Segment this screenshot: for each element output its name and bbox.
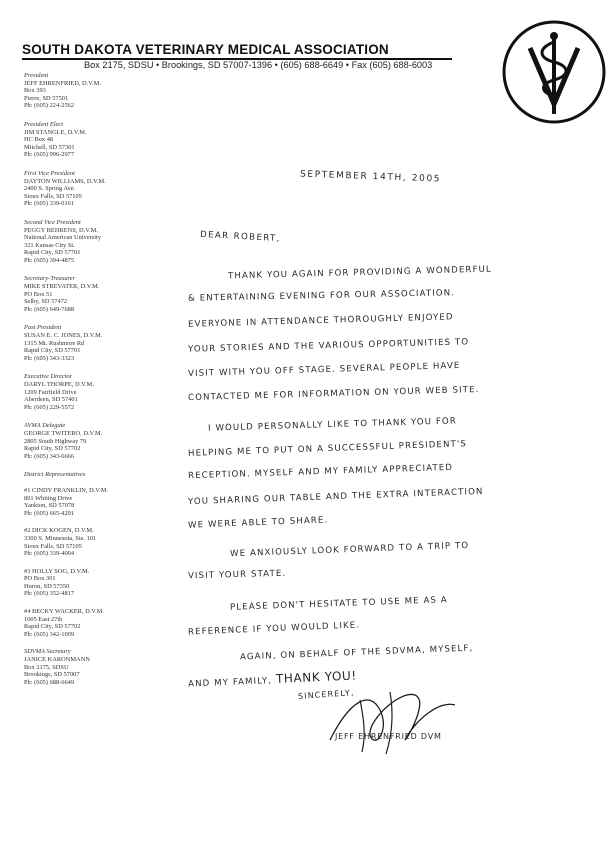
letter-body-line: VISIT WITH YOU OFF STAGE. SEVERAL PEOPLE HAVE bbox=[187, 360, 461, 380]
letter-body-line: RECEPTION. MYSELF AND MY FAMILY APPRECIATED bbox=[187, 462, 454, 482]
letter-date: SEPTEMBER 14TH, 2005 bbox=[299, 169, 442, 185]
officer-line: 1209 Fairfield Drive bbox=[24, 388, 77, 396]
officer-line: DAYTON WILLIAMS, D.V.M. bbox=[24, 177, 106, 185]
letter-body-line: YOUR STORIES AND THE VARIOUS OPPORTUNITIES TO bbox=[187, 337, 470, 355]
rep-line: 1005 East 27th bbox=[24, 615, 63, 623]
rep-line: Huron, SD 57350 bbox=[24, 582, 70, 590]
rep-line: Ph: (605) 665-4291 bbox=[24, 509, 75, 517]
letter-body-line: VISIT YOUR STATE. bbox=[187, 568, 287, 582]
staff-line: Brookings, SD 57007 bbox=[24, 671, 80, 679]
rep-entry bbox=[24, 487, 164, 517]
officer-entry bbox=[24, 72, 164, 110]
officer-line: Ph: (605) 343-3323 bbox=[24, 354, 75, 362]
officer-line: JEFF EHRENFRIED, D.V.M. bbox=[24, 79, 101, 87]
officer-line: Ph: (605) 224-2562 bbox=[24, 102, 75, 110]
letter-body-line: I WOULD PERSONALLY LIKE TO THANK YOU FOR bbox=[207, 416, 458, 434]
officer-line: Ph: (605) 343-6666 bbox=[24, 452, 75, 460]
officer-line: JIM STANGLE, D.V.M. bbox=[24, 128, 87, 136]
rep-line: Ph: (605) 342-1009 bbox=[24, 630, 75, 638]
letter-body-line: HELPING ME TO PUT ON A SUCCESSFUL PRESIDENT'S bbox=[187, 439, 468, 459]
officer-line: PEGGY BEHRENS, D.V.M. bbox=[24, 226, 98, 234]
rep-line: 801 Whiting Drive bbox=[24, 494, 73, 502]
officer-line: PO Box 51 bbox=[24, 290, 53, 298]
letter-body-line: THANK YOU AGAIN FOR PROVIDING A WONDERFUL bbox=[227, 264, 493, 282]
letter-body-line: AGAIN, ON BEHALF OF THE SDVMA, MYSELF, bbox=[239, 643, 474, 663]
rep-line: #4 BECKY WACKER, D.V.M. bbox=[24, 608, 104, 616]
officer-role: Secretary-Treasurer bbox=[24, 275, 76, 283]
officer-role: Executive Director bbox=[24, 373, 73, 381]
officer-line: SUSAN E. C. JONES, D.V.M. bbox=[24, 332, 103, 340]
letter-body-line: EVERYONE IN ATTENDANCE THOROUGHLY ENJOYED bbox=[187, 312, 454, 330]
handwritten-signature-icon bbox=[320, 680, 470, 760]
staff-line: Ph: (605) 688-6649 bbox=[24, 678, 75, 686]
rep-line: #1 CINDY FRANKLIN, D.V.M. bbox=[24, 486, 108, 494]
officer-roster bbox=[24, 72, 164, 697]
officer-line: National American University bbox=[24, 234, 102, 242]
rep-line: 3300 S. Minnesota, Ste. 101 bbox=[24, 534, 97, 542]
staff-entry bbox=[24, 648, 164, 686]
staff-role: SDVMA Secretary bbox=[24, 648, 71, 656]
officer-role: First Vice President bbox=[24, 169, 75, 177]
officer-role: President Elect bbox=[24, 120, 63, 128]
officer-line: Selby, SD 57472 bbox=[24, 298, 68, 306]
officer-line: Ph: (605) 649-7688 bbox=[24, 305, 75, 313]
officer-entry bbox=[24, 324, 164, 362]
officer-entry bbox=[24, 170, 164, 208]
org-address-line: Box 2175, SDSU • Brookings, SD 57007-1396 • (605) 688-6649 • Fax (605) 688-6003 bbox=[84, 60, 433, 70]
letter-body-line: & ENTERTAINING EVENING FOR OUR ASSOCIATION. bbox=[187, 288, 456, 304]
officer-line: Ph: (605) 996-2977 bbox=[24, 151, 75, 159]
officer-line: Aberdeen, SD 57401 bbox=[24, 396, 78, 404]
letter-body-line: CONTACTED ME FOR INFORMATION ON YOUR WEB SITE. bbox=[187, 384, 480, 404]
officer-entry bbox=[24, 373, 164, 411]
officer-line: HC Box 48 bbox=[24, 136, 54, 144]
officer-entry bbox=[24, 121, 164, 159]
rep-entry bbox=[24, 527, 164, 557]
officer-line: 2805 South Highway 79 bbox=[24, 437, 87, 445]
org-name: SOUTH DAKOTA VETERINARY MEDICAL ASSOCIATION bbox=[22, 42, 389, 57]
officer-entry bbox=[24, 275, 164, 313]
rep-line: Yankton, SD 57078 bbox=[24, 502, 75, 510]
officer-entry bbox=[24, 219, 164, 265]
officer-line: Pierre, SD 57501 bbox=[24, 94, 69, 102]
officer-line: Box 393 bbox=[24, 87, 46, 95]
officer-line: DARYL THORPE, D.V.M. bbox=[24, 381, 94, 388]
officer-line: Ph: (605) 394-4875 bbox=[24, 256, 75, 264]
officer-role: Past President bbox=[24, 324, 62, 332]
rep-entry bbox=[24, 568, 164, 598]
letter-body-line: WE ANXIOUSLY LOOK FORWARD TO A TRIP TO bbox=[229, 540, 470, 560]
officer-line: 2400 S. Spring Ave. bbox=[24, 185, 76, 193]
letter-body-line: REFERENCE IF YOU WOULD LIKE. bbox=[187, 620, 361, 638]
staff-line: JANICE KARONMANN bbox=[24, 656, 90, 664]
rep-entry bbox=[24, 608, 164, 638]
rep-line: Rapid City, SD 57702 bbox=[24, 623, 81, 631]
rep-line: #3 HOLLY SOG, D.V.M. bbox=[24, 567, 90, 575]
letter-body-line: YOU SHARING OUR TABLE AND THE EXTRA INTERACTION bbox=[187, 486, 484, 508]
thank-you-text: THANK YOU! bbox=[275, 668, 358, 686]
officer-line: 1315 Mt. Rushmore Rd bbox=[24, 339, 85, 347]
officer-role: President bbox=[24, 72, 49, 79]
letter-salutation: DEAR ROBERT, bbox=[199, 229, 282, 245]
letter-body-line-text: AND MY FAMILY, bbox=[187, 676, 273, 690]
officer-line: Rapid City, SD 57701 bbox=[24, 347, 81, 355]
officer-line: Sioux Falls, SD 57105 bbox=[24, 192, 82, 200]
officer-line: Rapid City, SD 57701 bbox=[24, 249, 81, 257]
officer-line: Ph: (605) 229-5572 bbox=[24, 403, 75, 411]
officer-line: Ph: (605) 339-0161 bbox=[24, 200, 75, 208]
officer-entry bbox=[24, 422, 164, 460]
officer-line: 321 Kansas City St. bbox=[24, 241, 75, 249]
officer-line: MIKE STREVATER, D.V.M. bbox=[24, 283, 100, 291]
staff-line: Box 2175, SDSU bbox=[24, 663, 69, 671]
letter-closing: SINCERELY, bbox=[297, 688, 355, 701]
rep-line: Ph: (605) 352-4817 bbox=[24, 590, 75, 598]
officer-line: Rapid City, SD 57702 bbox=[24, 445, 81, 453]
officer-line: Mitchell, SD 57301 bbox=[24, 143, 75, 151]
rep-line: Ph: (605) 339-4004 bbox=[24, 550, 75, 558]
rep-line: PO Box 301 bbox=[24, 575, 56, 583]
letter-body-line: WE WERE ABLE TO SHARE. bbox=[187, 515, 329, 531]
officer-role: AVMA Delegate bbox=[24, 422, 66, 430]
officer-role: Second Vice President bbox=[24, 218, 81, 226]
signature-name: JEFF EHRENFRIED DVM bbox=[335, 732, 442, 741]
officer-line: GEORGE TWITERO, D.V.M. bbox=[24, 429, 103, 437]
rep-line: Sioux Falls, SD 57105 bbox=[24, 542, 82, 550]
district-reps-heading: District Representatives bbox=[24, 471, 86, 479]
caduceus-v-icon bbox=[500, 18, 608, 126]
rep-line: #2 DICK KOGEN, D.V.M. bbox=[24, 527, 94, 535]
letter-body-line: PLEASE DON'T HESITATE TO USE ME AS A bbox=[229, 595, 449, 613]
